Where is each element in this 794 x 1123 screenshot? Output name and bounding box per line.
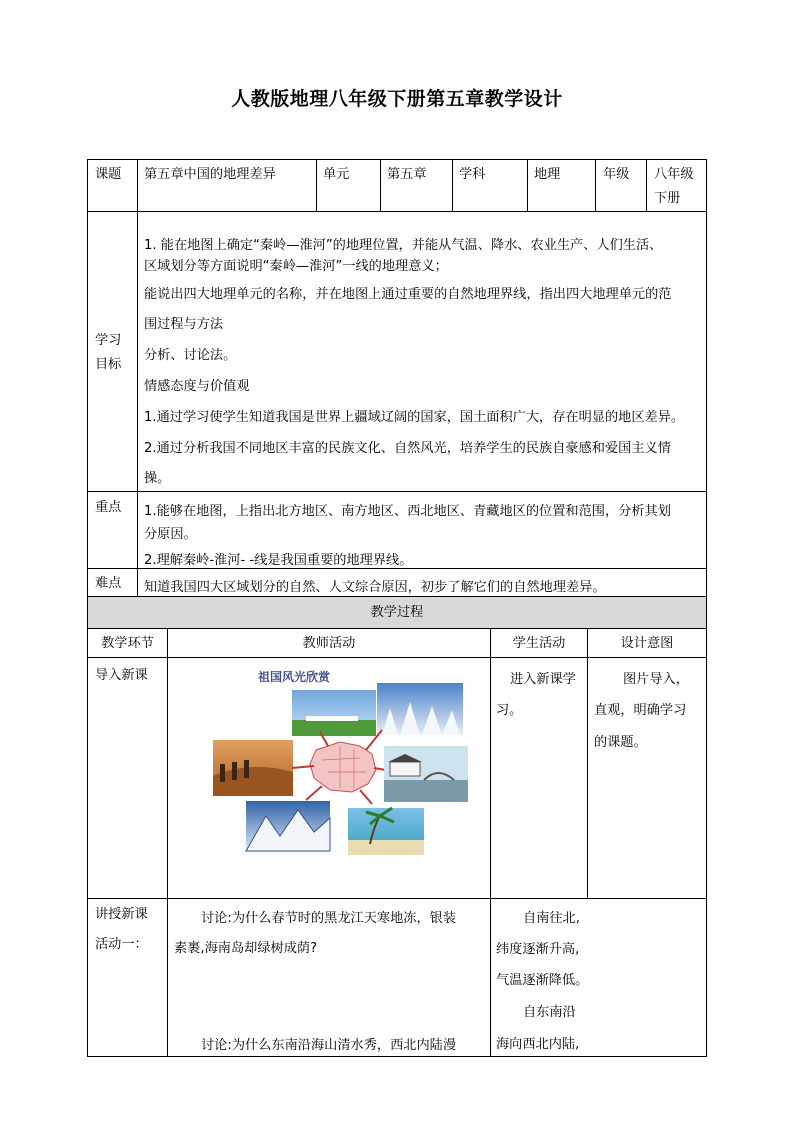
collage-caption: 祖国风光欣赏 bbox=[258, 670, 331, 684]
col-intent: 设计意图 bbox=[620, 636, 674, 651]
grade-label: 年级 bbox=[603, 167, 630, 182]
activity1-teacher-line: 讨论:为什么春节时的黑龙江天寒地冻，银装 bbox=[201, 911, 457, 926]
intro-stage: 导入新课 bbox=[95, 668, 148, 683]
objective-line: 区域划分等方面说明“秦岭—淮河”一线的地理意义； bbox=[144, 259, 448, 274]
difficulty-text: 知道我国四大区域划分的自然、人文综合原因，初步了解它们的自然地理差异。 bbox=[144, 580, 606, 595]
water-town-photo bbox=[384, 746, 468, 802]
activity1-teacher-line: 讨论:为什么东南沿海山清水秀，西北内陆漫 bbox=[201, 1038, 457, 1053]
objective-line: 1.通过学习使学生知道我国是世界上疆域辽阔的国家，国土面积广大，存在明显的地区差异。 bbox=[144, 410, 685, 425]
objective-line: 1. 能在地图上确定“秦岭—淮河”的地理位置，并能从气温、降水、农业生产、人们生活、 bbox=[144, 238, 663, 253]
snow-forest-photo bbox=[377, 683, 463, 735]
col-stage: 教学环节 bbox=[101, 636, 154, 651]
objectives-label-2: 目标 bbox=[95, 357, 122, 372]
objective-line: 情感态度与价值观 bbox=[144, 379, 250, 394]
objective-line: 分析、讨论法。 bbox=[144, 348, 237, 363]
col-teacher: 教师活动 bbox=[302, 636, 356, 651]
key-point-line: 2.理解秦岭-淮河- -线是我国重要的地理界线。 bbox=[144, 553, 413, 568]
document-title: 人教版地理八年级下册第五章教学设计 bbox=[231, 88, 563, 110]
beach-photo bbox=[348, 808, 424, 855]
activity1-student-line: 气温逐渐降低。 bbox=[496, 973, 589, 988]
unit-label: 单元 bbox=[323, 167, 350, 182]
subject-value: 地理 bbox=[534, 167, 561, 182]
intro-intent-line: 直观，明确学习 bbox=[594, 703, 687, 718]
objective-line: 围过程与方法 bbox=[144, 317, 224, 332]
mountain-photo bbox=[246, 801, 330, 851]
difficulty-label: 难点 bbox=[95, 576, 122, 591]
scenery-collage bbox=[210, 680, 472, 855]
key-point-line: 分原因。 bbox=[144, 527, 197, 542]
activity1-teacher-line: 素裹,海南岛却绿树成荫? bbox=[174, 941, 318, 956]
course-label: 课题 bbox=[95, 167, 122, 182]
intro-intent-line: 的课题。 bbox=[594, 735, 647, 750]
grade-value: 八年级 bbox=[654, 167, 694, 182]
objective-line: 2.通过分析我国不同地区丰富的民族文化、自然风光，培养学生的民族自豪感和爱国主义情 bbox=[144, 441, 671, 456]
process-banner: 教学过程 bbox=[370, 605, 424, 620]
grade-value-term: 下册 bbox=[654, 191, 681, 206]
activity1-stage-2: 活动一： bbox=[95, 937, 148, 952]
desert-photo bbox=[213, 740, 293, 796]
activity1-student-line: 海向西北内陆, bbox=[496, 1037, 580, 1052]
objective-line: 操。 bbox=[144, 471, 171, 486]
key-point-line: 1.能够在地图，上指出北方地区、南方地区、西北地区、青藏地区的位置和范围，分析其划 bbox=[144, 504, 671, 519]
key-points-label: 重点 bbox=[95, 500, 122, 515]
objectives-label: 学习 bbox=[95, 333, 122, 348]
intro-intent-line: 图片导入， bbox=[623, 672, 689, 687]
intro-student-line: 进入新课学 bbox=[510, 672, 576, 687]
col-student: 学生活动 bbox=[512, 636, 566, 651]
activity1-student-line: 自南往北, bbox=[523, 911, 580, 926]
subject-label: 学科 bbox=[459, 167, 486, 182]
activity1-stage: 讲授新课 bbox=[95, 907, 148, 922]
activity1-student-line: 自东南沿 bbox=[523, 1005, 576, 1020]
activity1-student-line: 纬度逐渐升高, bbox=[496, 942, 580, 957]
objective-line: 能说出四大地理单元的名称，并在地图上通过重要的自然地理界线，指出四大地理单元的范 bbox=[144, 287, 672, 302]
intro-student-line: 习。 bbox=[496, 703, 523, 718]
grassland-photo bbox=[292, 690, 376, 736]
course-value: 第五章中国的地理差异 bbox=[144, 167, 276, 182]
unit-value: 第五章 bbox=[387, 167, 427, 182]
